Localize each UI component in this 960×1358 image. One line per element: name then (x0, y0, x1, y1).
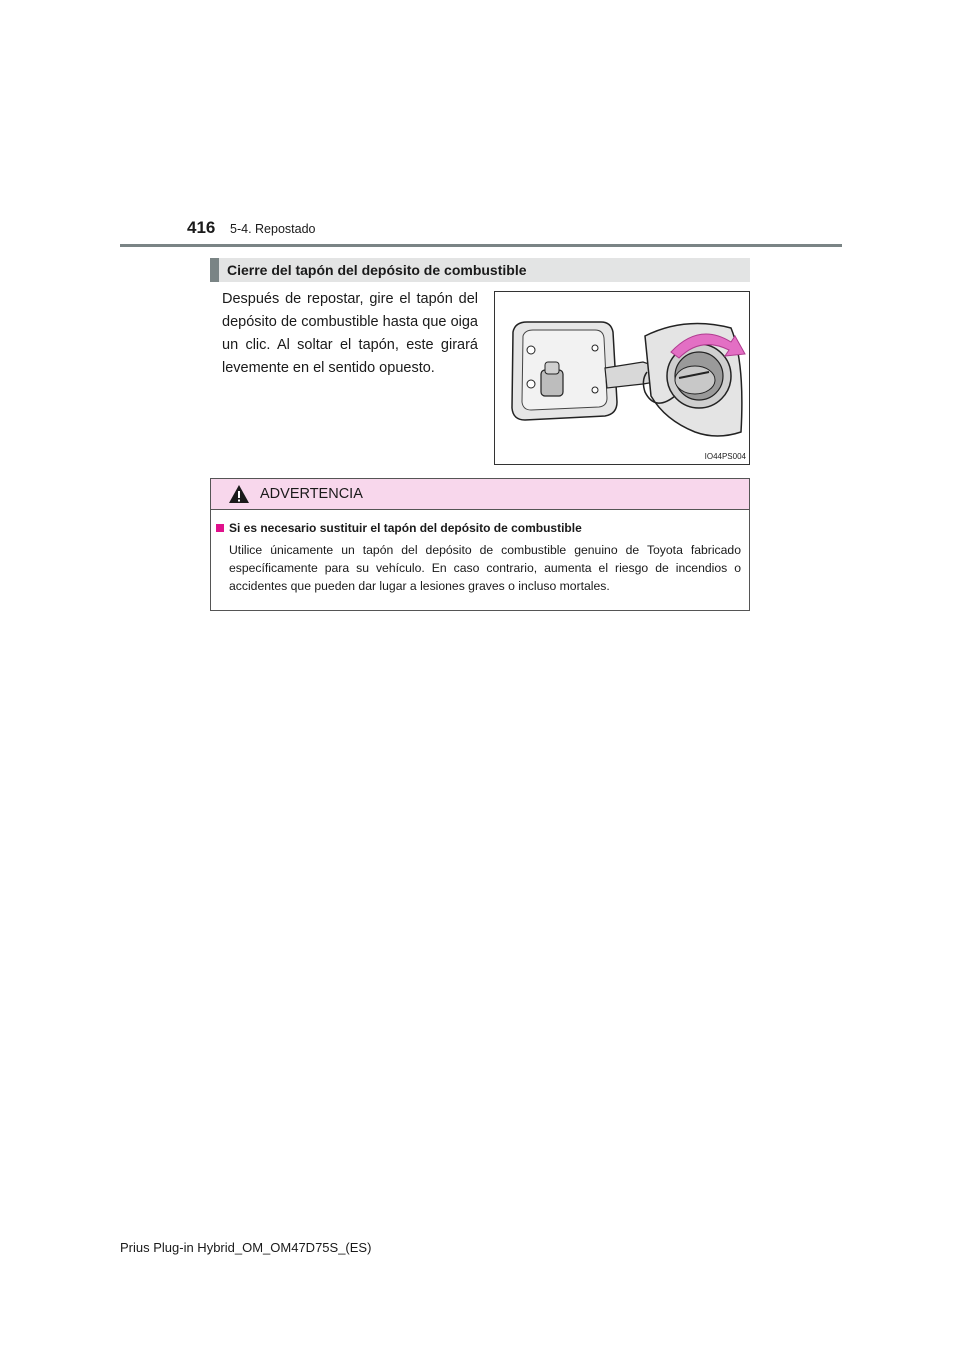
instruction-text: Después de repostar, gire el tapón del depósito de combustible hasta que oiga un clic. Al soltar el tapón, este girará levemente en el sentido opuesto. (222, 291, 478, 376)
figure-code: IO44PS004 (704, 452, 746, 461)
page-number: 416 (187, 218, 216, 237)
bullet-square-icon (216, 524, 224, 532)
footer-doc-id: Prius Plug-in Hybrid_OM_OM47D75S_(ES) (120, 1240, 372, 1255)
section-label: 5-4. Repostado (230, 222, 316, 236)
warning-item-title (216, 521, 582, 535)
warning-item-title-text: Si es necesario sustituir el tapón del depósito de combustible (229, 521, 582, 535)
header-rule (120, 244, 842, 247)
warning-triangle-icon (228, 484, 250, 504)
section-heading-bar (210, 258, 219, 282)
warning-title: ADVERTENCIA (260, 486, 363, 502)
section-heading (210, 258, 750, 282)
fuel-cap-figure (494, 291, 750, 465)
warning-box (210, 478, 750, 611)
section-heading-text: Cierre del tapón del depósito de combustible (227, 262, 527, 278)
warning-item-text: Utilice únicamente un tapón del depósito de combustible genuino de Toyota fabricado específicamente para su vehículo. En caso contrario, aumenta el riesgo de incendios o accidentes que pueden dar lugar a lesiones graves o incluso mortales. (229, 543, 741, 593)
warning-header (211, 479, 749, 510)
fuel-cap-illustration (495, 292, 749, 464)
